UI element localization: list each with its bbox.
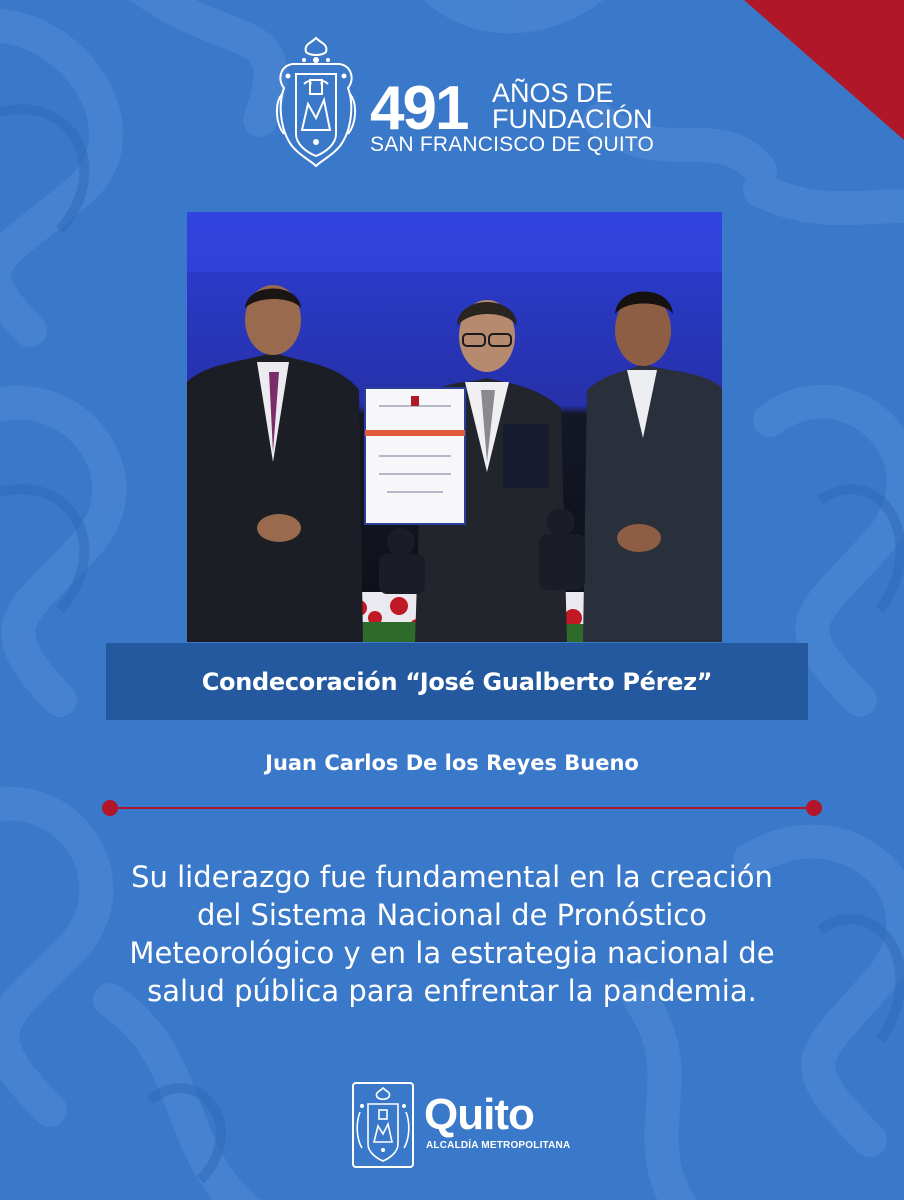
description-line: Su liderazgo fue fundamental en la creación (131, 860, 773, 894)
anniversary-header (274, 34, 655, 170)
brand-subtitle: ALCALDÍA METROPOLITANA (426, 1140, 571, 1151)
red-divider-line (100, 798, 824, 818)
award-description (60, 858, 844, 1010)
quito-alcaldia-logo (352, 1082, 572, 1170)
description-line: Meteorológico y en la estrategia nacional de (129, 936, 775, 970)
quito-coat-of-arms-icon (274, 34, 358, 170)
award-title: Condecoración “José Gualberto Pérez” (201, 667, 713, 696)
red-corner-decoration (744, 0, 904, 140)
award-ceremony-photo (187, 212, 722, 642)
quito-coat-of-arms-icon (352, 1082, 414, 1168)
description-line: salud pública para enfrentar la pandemia. (147, 974, 757, 1008)
award-title-banner (106, 643, 808, 720)
brand-name: Quito (424, 1090, 534, 1139)
anniversary-number: 491 (370, 74, 468, 143)
recipient-name: Juan Carlos De los Reyes Bueno (265, 751, 639, 775)
city-name: SAN FRANCISCO DE QUITO (370, 133, 655, 156)
anniversary-years-label: AÑOS DE (492, 78, 614, 108)
description-line: del Sistema Nacional de Pronóstico (196, 898, 707, 932)
anniversary-foundation-label: FUNDACIÓN (492, 104, 653, 134)
